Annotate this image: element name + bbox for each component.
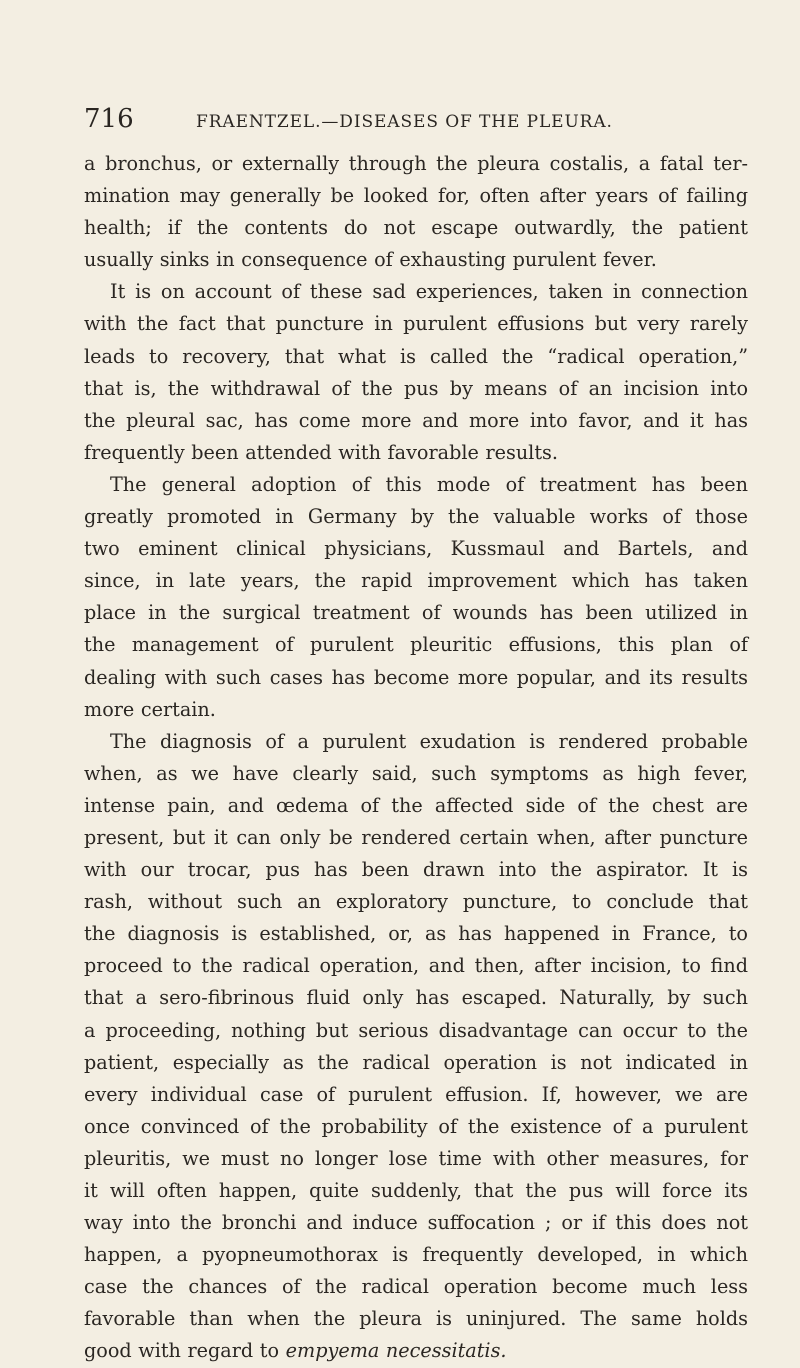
text-line: favorable than when the pleura is uninjured. The same holds xyxy=(84,1307,748,1331)
text-line: pleuritis, we must no longer lose time with other measures, for xyxy=(84,1146,748,1170)
text-line: with our trocar, pus has been drawn into the aspirator. It is xyxy=(84,858,748,882)
text-line: leads to recovery, that what is called the “radical operation,” xyxy=(84,344,748,368)
text-line: proceed to the radical operation, and then, after incision, to find xyxy=(84,954,748,978)
text-line: way into the bronchi and induce suffocation ; or if this does not xyxy=(84,1211,748,1235)
text-line: present, but it can only be rendered certain when, after puncture xyxy=(84,825,748,849)
text-line: place in the surgical treatment of wounds has been utilized in xyxy=(84,601,748,625)
text-line: a proceeding, nothing but serious disadvantage can occur to the xyxy=(84,1018,748,1042)
text-line: that a sero-fibrinous fluid only has escaped. Naturally, by such xyxy=(84,986,748,1010)
text-line: the diagnosis is established, or, as has happened in France, to xyxy=(84,922,748,946)
text-line: greatly promoted in Germany by the valuable works of those xyxy=(84,505,748,529)
final-text-line xyxy=(84,1335,748,1367)
text-line: every individual case of purulent effusion. If, however, we are xyxy=(84,1082,748,1106)
text-line: the pleural sac, has come more and more into favor, and it has xyxy=(84,408,748,432)
text-line: since, in late years, the rapid improvement which has taken xyxy=(84,569,748,593)
page-header xyxy=(84,104,744,144)
running-head: FRAENTZEL.—DISEASES OF THE PLEURA. xyxy=(196,112,613,132)
text-line: happen, a pyopneumothorax is frequently developed, in which xyxy=(84,1243,748,1267)
text-line: intense pain, and œdema of the affected side of the chest are xyxy=(84,793,748,817)
text-line: the management of purulent pleuritic effusions, this plan of xyxy=(84,633,748,657)
text-line: The diagnosis of a purulent exudation is rendered probable xyxy=(110,729,748,753)
text-line: once convinced of the probability of the existence of a purulent xyxy=(84,1114,748,1138)
text-line: health; if the contents do not escape outwardly, the patient xyxy=(84,216,748,240)
text-line: dealing with such cases has become more popular, and its results xyxy=(84,665,748,689)
final-line-prefix: good with regard to xyxy=(84,1339,286,1363)
text-line: frequently been attended with favorable results. xyxy=(84,440,558,464)
text-line: more certain. xyxy=(84,697,216,721)
text-line: It is on account of these sad experiences, taken in connection xyxy=(110,280,748,304)
text-line: The general adoption of this mode of treatment has been xyxy=(110,472,748,496)
text-line: rash, without such an exploratory puncture, to conclude that xyxy=(84,890,748,914)
text-line: a bronchus, or externally through the pleura costalis, a fatal ter- xyxy=(84,152,748,175)
text-line: mination may generally be looked for, often after years of failing xyxy=(84,184,748,208)
text-line: when, as we have clearly said, such symptoms as high fever, xyxy=(84,761,748,785)
text-line: case the chances of the radical operation become much less xyxy=(84,1275,748,1299)
text-line: with the fact that puncture in purulent effusions but very rarely xyxy=(84,312,748,336)
text-line: it will often happen, quite suddenly, that the pus will force its xyxy=(84,1179,748,1202)
body-text xyxy=(84,148,748,1368)
text-line: that is, the withdrawal of the pus by means of an incision into xyxy=(84,376,748,400)
text-line: two eminent clinical physicians, Kussmaul and Bartels, and xyxy=(84,537,748,561)
text-line: usually sinks in consequence of exhausting purulent fever. xyxy=(84,248,657,272)
page-number: 716 xyxy=(84,104,134,134)
text-line: patient, especially as the radical operation is not indicated in xyxy=(84,1050,748,1074)
italic-term: empyema necessitatis. xyxy=(285,1339,507,1363)
